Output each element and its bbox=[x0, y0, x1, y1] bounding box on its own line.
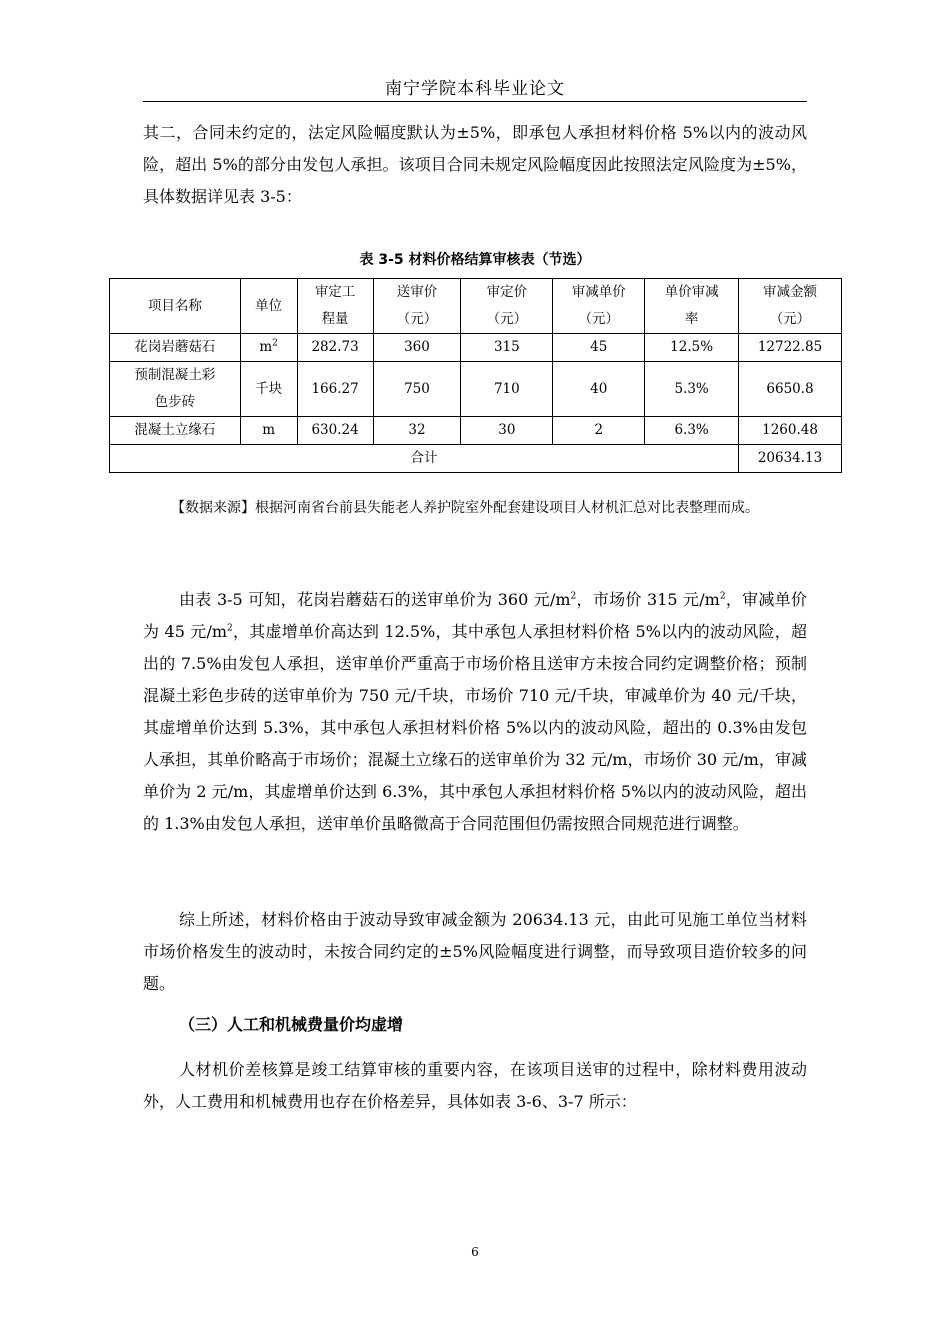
data-source-note: 【数据来源】根据河南省台前县失能老人养护院室外配套建设项目人材机汇总对比表整理而成。 bbox=[171, 500, 759, 516]
table-row bbox=[110, 417, 842, 445]
header-unit: 单位 bbox=[240, 279, 297, 334]
cell-cut: 2 bbox=[553, 417, 645, 445]
paragraph-analysis: 由表 3-5 可知，花岗岩蘑菇石的送审单价为 360 元$/m^2$，市场价 315 元$/m^2$，审减单价为 45 元$/m^2$，其虚增单价高达到 12.5%，其中承包人承担材料价格 5%以内的波动风险，超出的 7.5%由发包人承担，送审单价严重高于市场价格且送审方未按合同约定调整价格；预制混凝土彩色步砖的送审单价为 750 元/千块，市场价 710 元/千块，审减单价为 40 元/千块，其虚增单价达到 5.3%，其中承包人承担材料价格 5%以内的波动风险，超出的 0.3%由发包人承担，其单价略高于市场价；混凝土立缘石的送审单价为 32 元/m，市场价 30 元/m，审减单价为 2 元/m，其虚增单价达到 6.3%，其中承包人承担材料价格 5%以内的波动风险，超出的 1.3%由发包人承担，送审单价虽略微高于合同范围但仍需按照合同规范进行调整。 bbox=[143, 590, 807, 833]
cell-rate: 5.3% bbox=[645, 362, 739, 417]
cell-rate: 6.3% bbox=[645, 417, 739, 445]
table-row bbox=[110, 334, 842, 362]
table-header-row bbox=[110, 279, 842, 334]
header-divider bbox=[143, 101, 807, 102]
cell-amount: 6650.8 bbox=[739, 362, 842, 417]
header-cut-rate: 单价审减 率 bbox=[645, 279, 739, 334]
cell-approved: 30 bbox=[461, 417, 553, 445]
cell-qty: 630.24 bbox=[297, 417, 373, 445]
table-total-row bbox=[110, 445, 842, 473]
cell-unit: $m^2$ bbox=[240, 334, 297, 362]
cell-approved: 710 bbox=[461, 362, 553, 417]
cell-qty: 282.73 bbox=[297, 334, 373, 362]
cell-qty: 166.27 bbox=[297, 362, 373, 417]
cell-amount: 12722.85 bbox=[739, 334, 842, 362]
page-number: 6 bbox=[471, 1245, 479, 1259]
header-approved-price: 审定价 （元） bbox=[461, 279, 553, 334]
cell-cut: 45 bbox=[553, 334, 645, 362]
cell-sent: 32 bbox=[373, 417, 461, 445]
paragraph-summary: 综上所述，材料价格由于波动导致审减金额为 20634.13 元，由此可见施工单位当材料市场价格发生的波动时，未按合同约定的±5%风险幅度进行调整，而导致项目造价较多的问题。 bbox=[143, 910, 807, 993]
cell-cut: 40 bbox=[553, 362, 645, 417]
header-sent-price: 送审价 （元） bbox=[373, 279, 461, 334]
material-price-table bbox=[109, 278, 842, 473]
cell-unit: 千块 bbox=[240, 362, 297, 417]
cell-name: 花岗岩蘑菇石 bbox=[110, 334, 241, 362]
cell-sent: 750 bbox=[373, 362, 461, 417]
cell-sent: 360 bbox=[373, 334, 461, 362]
cell-approved: 315 bbox=[461, 334, 553, 362]
cell-name: 预制混凝土彩 色步砖 bbox=[110, 362, 241, 417]
total-value: 20634.13 bbox=[739, 445, 842, 473]
paragraph-risk-range: 其二，合同未约定的，法定风险幅度默认为±5%，即承包人承担材料价格 5%以内的波动风险，超出 5%的部分由发包人承担。该项目合同未规定风险幅度因此按照法定风险度为±5%，具体数据详见表 3-5： bbox=[143, 123, 807, 206]
header-cut-unit-price: 审减单价 （元） bbox=[553, 279, 645, 334]
cell-amount: 1260.48 bbox=[739, 417, 842, 445]
section-heading: （三）人工和机械费量价均虚增 bbox=[179, 1015, 404, 1034]
cell-rate: 12.5% bbox=[645, 334, 739, 362]
header-cut-amount: 审减金额 （元） bbox=[739, 279, 842, 334]
cell-unit: m bbox=[240, 417, 297, 445]
total-label: 合计 bbox=[110, 445, 739, 473]
header-quantity: 审定工 程量 bbox=[297, 279, 373, 334]
page-header: 南宁学院本科毕业论文 bbox=[385, 79, 565, 99]
paragraph-labor-machinery: 人材机价差核算是竣工结算审核的重要内容，在该项目送审的过程中，除材料费用波动外，人工费用和机械费用也存在价格差异，具体如表 3-6、3-7 所示： bbox=[143, 1060, 807, 1111]
cell-name: 混凝土立缘石 bbox=[110, 417, 241, 445]
table-caption: 表 3-5 材料价格结算审核表（节选） bbox=[359, 252, 591, 268]
table-row bbox=[110, 362, 842, 417]
header-item-name: 项目名称 bbox=[110, 279, 241, 334]
